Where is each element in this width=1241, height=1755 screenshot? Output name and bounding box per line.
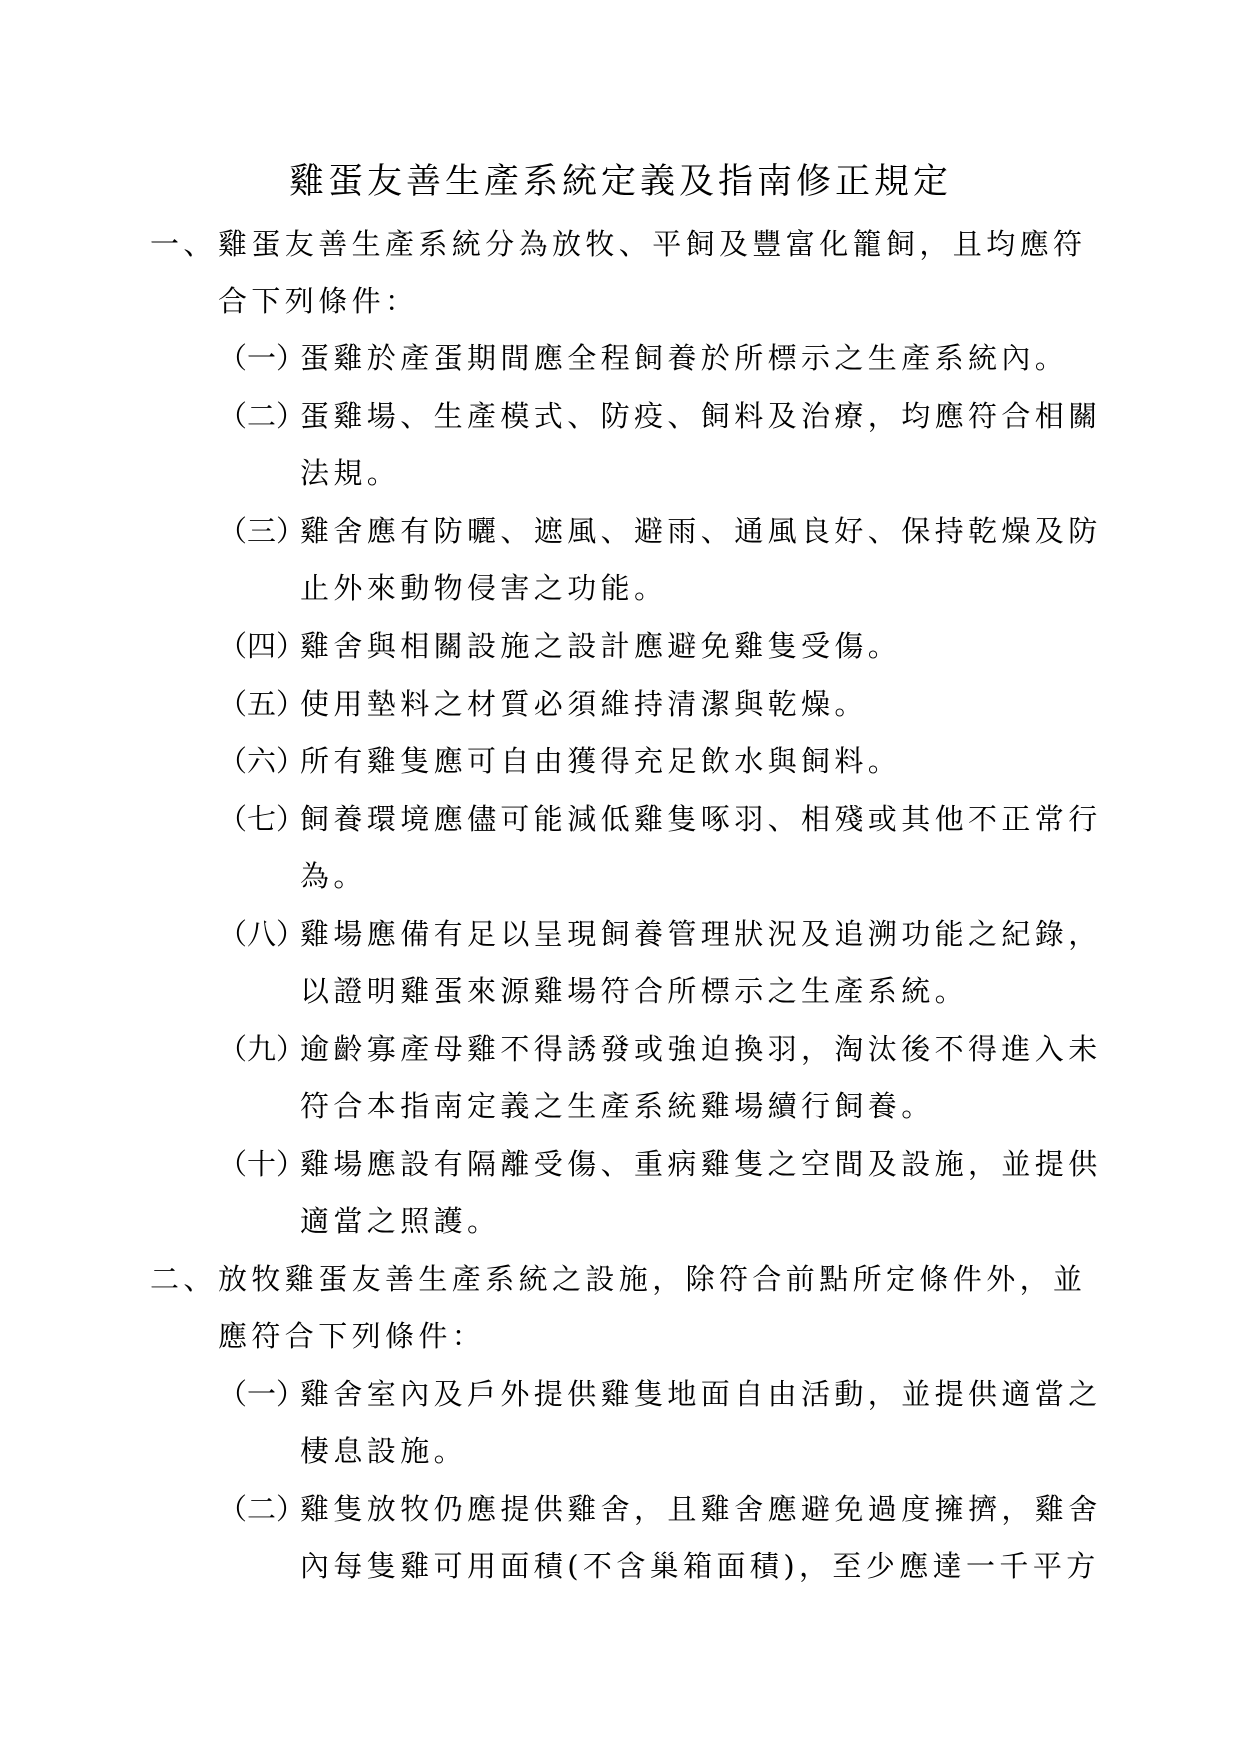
- item-text-line: 雞舍應有防曬、遮風、避雨、通風良好、保持乾燥及防: [300, 514, 1102, 548]
- item-label: （九）: [218, 1032, 306, 1066]
- section-text-line: 應符合下列條件：: [218, 1319, 486, 1353]
- item-text-line: 棲息設施。: [300, 1434, 468, 1468]
- item-text-line: 雞舍與相關設施之設計應避免雞隻受傷。: [300, 629, 902, 663]
- item-text-line: 止外來動物侵害之功能。: [300, 571, 668, 605]
- section-text-line: 合下列條件：: [218, 284, 419, 318]
- item-label: （三）: [218, 514, 306, 548]
- item-text-line: 蛋雞場、生產模式、防疫、飼料及治療，均應符合相關: [300, 399, 1102, 433]
- item-label: （一）: [218, 1377, 306, 1411]
- document-title: 雞蛋友善生產系統定義及指南修正規定: [288, 162, 952, 202]
- item-text-line: 雞場應備有足以呈現飼養管理狀況及追溯功能之紀錄，: [300, 917, 1102, 951]
- item-text-line: 內每隻雞可用面積(不含巢箱面積)，至少應達一千平方: [300, 1549, 1100, 1583]
- item-label: （四）: [218, 629, 306, 663]
- item-label: （一）: [218, 341, 306, 375]
- item-text-line: 為。: [300, 859, 367, 893]
- section-number: 一、: [150, 227, 217, 261]
- item-label: （二）: [218, 1492, 306, 1526]
- item-text-line: 雞隻放牧仍應提供雞舍，且雞舍應避免過度擁擠，雞舍: [300, 1492, 1102, 1526]
- item-text-line: 雞舍室內及戶外提供雞隻地面自由活動，並提供適當之: [300, 1377, 1102, 1411]
- section-number: 二、: [150, 1262, 217, 1296]
- item-text-line: 雞場應設有隔離受傷、重病雞隻之空間及設施，並提供: [300, 1147, 1102, 1181]
- item-text-line: 飼養環境應儘可能減低雞隻啄羽、相殘或其他不正常行: [300, 802, 1102, 836]
- item-label: （六）: [218, 744, 306, 778]
- item-text-line: 適當之照護。: [300, 1204, 501, 1238]
- item-text-line: 所有雞隻應可自由獲得充足飲水與飼料。: [300, 744, 902, 778]
- item-text-line: 蛋雞於產蛋期間應全程飼養於所標示之生產系統內。: [300, 341, 1069, 375]
- item-text-line: 逾齡寡產母雞不得誘發或強迫換羽，淘汰後不得進入未: [300, 1032, 1102, 1066]
- item-text-line: 符合本指南定義之生產系統雞場續行飼養。: [300, 1089, 935, 1123]
- item-text-line: 以證明雞蛋來源雞場符合所標示之生產系統。: [300, 974, 969, 1008]
- section-text-line: 放牧雞蛋友善生產系統之設施，除符合前點所定條件外，並: [218, 1262, 1087, 1296]
- item-label: （二）: [218, 399, 306, 433]
- item-label: （十）: [218, 1147, 306, 1181]
- section-text-line: 雞蛋友善生產系統分為放牧、平飼及豐富化籠飼，且均應符: [218, 227, 1087, 261]
- item-text-line: 使用墊料之材質必須維持清潔與乾燥。: [300, 687, 868, 721]
- item-label: （五）: [218, 687, 306, 721]
- item-label: （八）: [218, 917, 306, 951]
- item-label: （七）: [218, 802, 306, 836]
- item-text-line: 法規。: [300, 456, 401, 490]
